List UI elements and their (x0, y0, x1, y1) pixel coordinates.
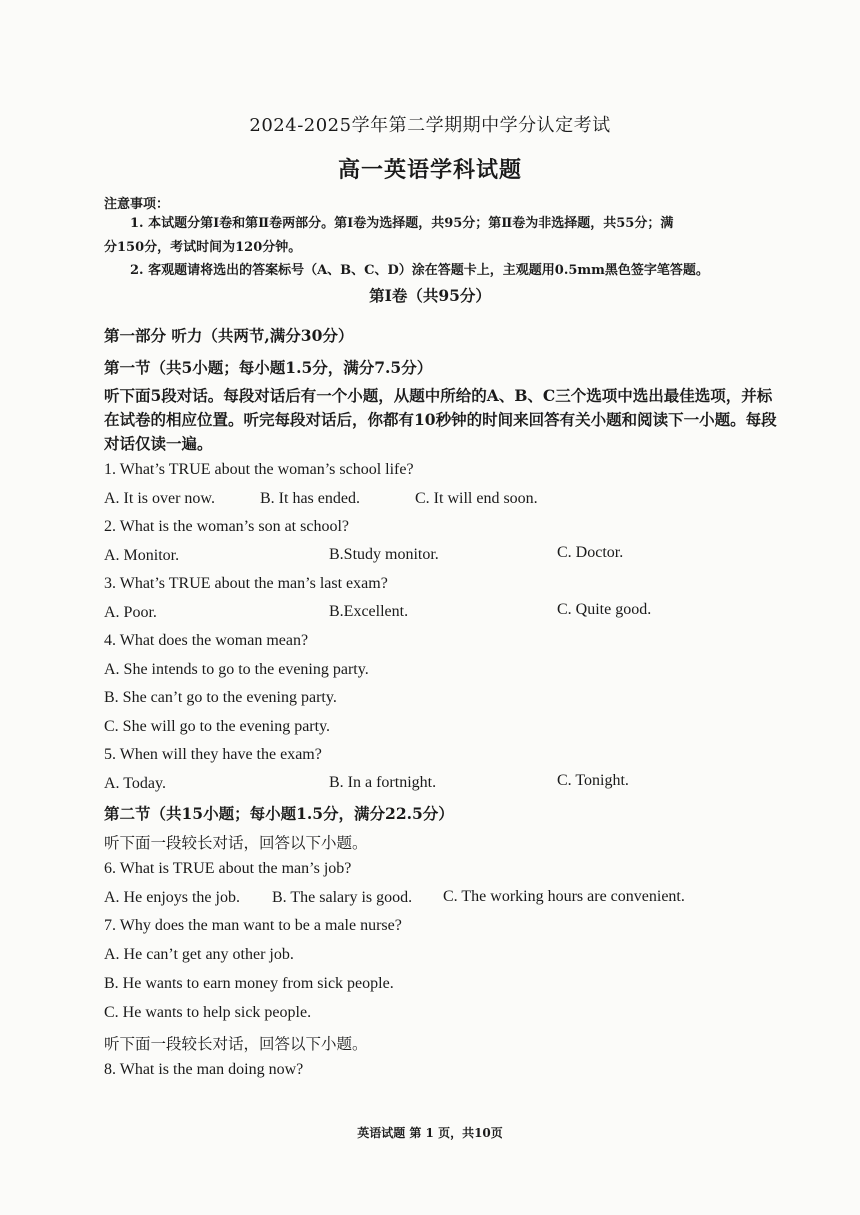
question-7-option-a: A. He can’t get any other job. (104, 946, 294, 963)
question-7-option-b: B. He wants to earn money from sick people. (104, 975, 394, 992)
question-7-stem: 7. Why does the man want to be a male nurse? (104, 917, 402, 934)
notice-item-1-line-1: 1. 本试题分第Ⅰ卷和第Ⅱ卷两部分。第Ⅰ卷为选择题，共95分；第Ⅱ卷为非选择题，共55分；满 (130, 216, 674, 231)
question-2-option-b: B.Study monitor. (329, 546, 439, 563)
question-1-option-c: C. It will end soon. (415, 490, 538, 507)
question-5-stem: 5. When will they have the exam? (104, 746, 322, 763)
question-7-option-c: C. He wants to help sick people. (104, 1004, 312, 1021)
question-5-option-b: B. In a fortnight. (329, 774, 437, 791)
listen-note-2: 听下面一段较长对话，回答以下小题。 (104, 1035, 368, 1053)
page-footer: 英语试题 第 1 页，共10页 (357, 1126, 503, 1140)
section-1-instructions: 听下面5段对话。每段对话后有一个小题，从题中所给的A、B、C三个选项中选出最佳选项，并标在试卷的相应位置。听完每段对话后，你都有10秒钟的时间来回答有关小题和阅读下一小题。每段对话仅读一遍。 (104, 386, 777, 453)
question-1-option-a: A. It is over now. (104, 490, 215, 507)
question-3-stem: 3. What’s TRUE about the man’s last exam? (104, 575, 388, 592)
question-2-option-c: C. Doctor. (557, 544, 624, 561)
question-5-option-c: C. Tonight. (557, 772, 629, 789)
question-6-option-b: B. The salary is good. (272, 889, 413, 906)
notice-item-1-line-2: 分150分，考试时间为120分钟。 (104, 240, 302, 255)
question-4-stem: 4. What does the woman mean? (104, 632, 309, 649)
exam-title: 2024-2025学年第二学期期中学分认定考试 (249, 115, 611, 136)
exam-subtitle: 高一英语学科试题 (337, 157, 522, 183)
question-4-option-a: A. She intends to go to the evening party. (104, 661, 369, 678)
part-1-title: 第一部分 听力（共两节,满分30分） (104, 326, 354, 345)
question-4-option-c: C. She will go to the evening party. (104, 718, 331, 735)
question-6-option-a: A. He enjoys the job. (104, 889, 240, 906)
question-6-option-c: C. The working hours are convenient. (443, 888, 685, 905)
notice-item-2: 2. 客观题请将选出的答案标号（A、B、C、D）涂在答题卡上，主观题用0.5mm黑色签字笔答题。 (130, 263, 709, 278)
question-8-stem: 8. What is the man doing now? (104, 1061, 304, 1078)
question-3-option-c: C. Quite good. (557, 601, 652, 618)
question-5-option-a: A. Today. (104, 775, 166, 792)
question-3-option-a: A. Poor. (104, 604, 157, 621)
section-1-title: 第一节（共5小题；每小题1.5分，满分7.5分） (104, 358, 433, 377)
notice-heading: 注意事项： (104, 197, 170, 212)
question-1-stem: 1. What’s TRUE about the woman’s school life? (104, 461, 414, 478)
question-1-option-b: B. It has ended. (260, 490, 360, 507)
listen-note-1: 听下面一段较长对话，回答以下小题。 (104, 834, 368, 852)
section-2-title: 第二节（共15小题；每小题1.5分，满分22.5分） (104, 804, 454, 823)
volume-1-title: 第Ⅰ卷（共95分） (369, 286, 491, 305)
question-3-option-b: B.Excellent. (329, 603, 409, 620)
question-2-option-a: A. Monitor. (104, 547, 180, 564)
question-2-stem: 2. What is the woman’s son at school? (104, 518, 349, 535)
question-4-option-b: B. She can’t go to the evening party. (104, 689, 337, 706)
question-6-stem: 6. What is TRUE about the man’s job? (104, 860, 352, 877)
